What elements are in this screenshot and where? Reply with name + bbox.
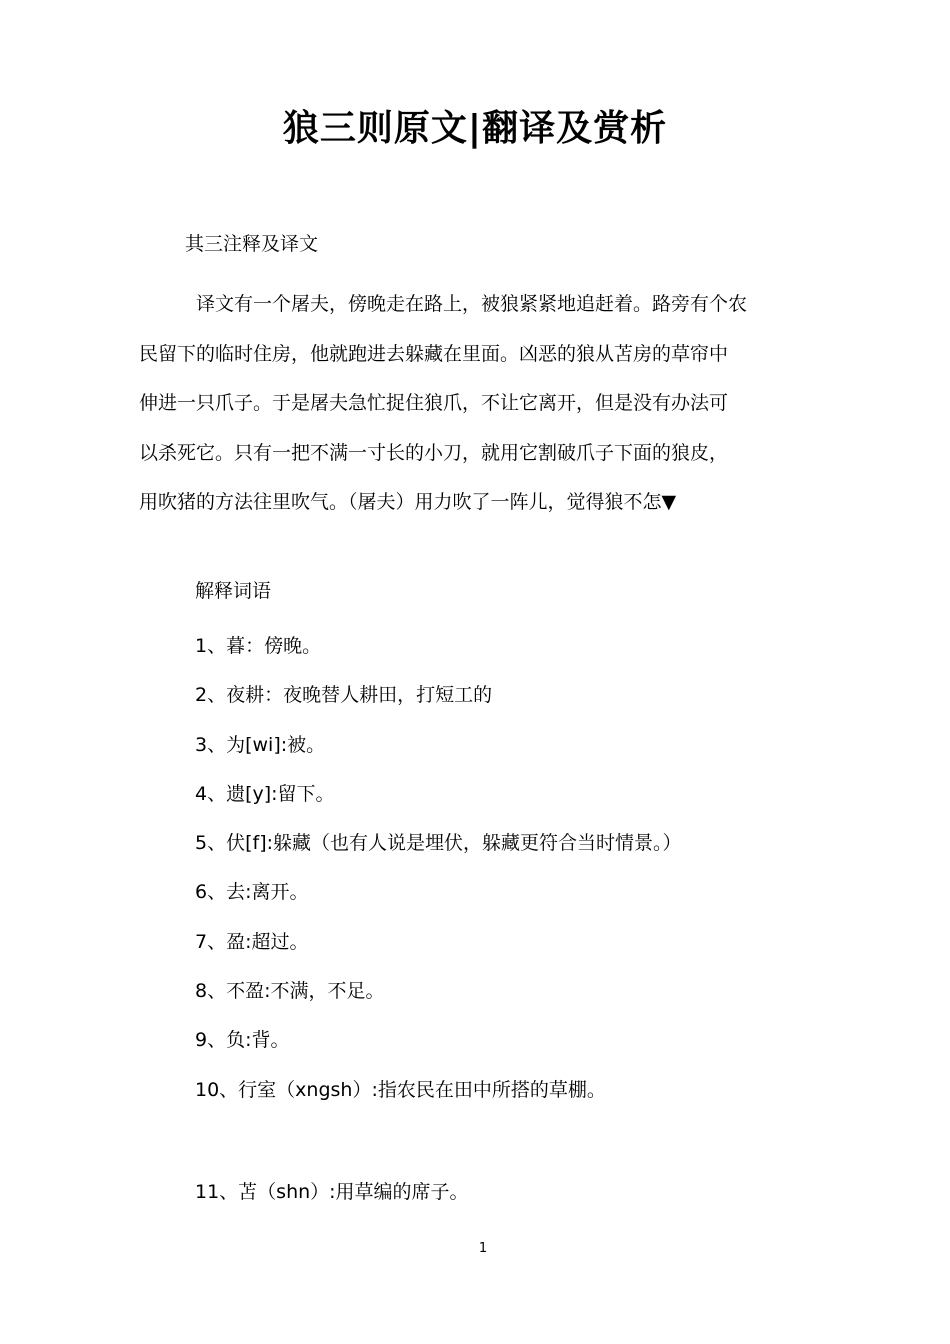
glossary-heading: 解释词语: [195, 580, 272, 602]
glossary-item: 7、盈:超过。: [195, 930, 309, 953]
glossary-item: 5、伏[f]:躲藏（也有人说是埋伏，躲藏更符合当时情景。）: [195, 832, 682, 855]
page-title: 狼三则原文|翻译及赏析: [282, 108, 668, 149]
glossary-item: 10、行室（xngsh）:指农民在田中所搭的草棚。: [195, 1078, 606, 1101]
translation-line: 译文有一个屠夫，傍晚走在路上，被狼紧紧地追赶着。路旁有个农: [196, 293, 748, 315]
section-heading: 其三注释及译文: [185, 233, 319, 255]
glossary-item: 2、夜耕：夜晚替人耕田，打短工的: [195, 684, 493, 707]
translation-paragraph: [139, 280, 819, 528]
glossary-item: 11、苫（shn）:用草编的席子。: [195, 1181, 469, 1203]
translation-line: 伸进一只爪子。于是屠夫急忙捉住狼爪，不让它离开，但是没有办法可: [139, 392, 729, 414]
glossary-item: 8、不盈:不满，不足。: [195, 980, 385, 1003]
page-number: 1: [478, 1241, 488, 1256]
glossary-item: 6、去:离开。: [195, 881, 309, 904]
glossary-item: 3、为[wi]:被。: [195, 733, 326, 756]
glossary-item: 1、暮：傍晚。: [195, 635, 322, 657]
translation-line: 以杀死它。只有一把不满一寸长的小刀，就用它割破爪子下面的狼皮，: [139, 441, 729, 464]
translation-line: 用吹猪的方法往里吹气。（屠夫）用力吹了一阵儿，觉得狼不怎▼: [139, 491, 677, 513]
glossary-list: [195, 632, 682, 1125]
glossary-item: 9、负:背。: [195, 1029, 290, 1052]
glossary-item: 4、遗[y]:留下。: [195, 782, 335, 805]
translation-line: 民留下的临时住房，他就跑进去躲藏在里面。凶恶的狼从苫房的草帘中: [139, 342, 729, 365]
